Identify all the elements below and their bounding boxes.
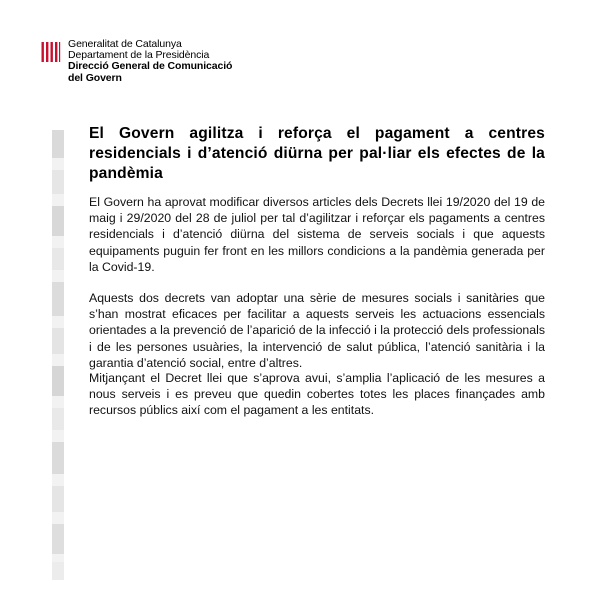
paragraph-1: El Govern ha aprovat modificar diversos articles dels Decrets llei 19/2020 del 19 de maig i 29/2020 del 28 de juliol per tal d’agilitzar i reforçar els pagaments a centres residencials i d’atenció diürna del sistema de serveis socials i que aquests equipaments puguin fer front en les millors condicions a la pandèmia generada per la Covid-19. <box>89 195 545 274</box>
org-line-direccio: Direcció General de Comunicació <box>68 60 233 73</box>
organization-name <box>68 39 232 84</box>
side-decorative-strip <box>52 130 64 580</box>
paragraph-2: Aquests dos decrets van adoptar una sèrie de mesures socials i sanitàries que s’han mostrat eficaces per facilitar a aquests serveis les actuacions essencials orientades a la prevenció de l’aparició de la infecció i la protecció dels professionals i de les persones usuàries, la intervenció de salut pública, l’atenció sanitària i la garantia d’atenció social, entre d’altres. <box>89 291 545 370</box>
generalitat-emblem-icon <box>40 40 61 64</box>
org-line-departament: Departament de la Presidència <box>68 49 210 62</box>
generalitat-logo-block <box>40 39 232 84</box>
paragraph-3: Mitjançant el Decret llei que s’aprova avui, s’amplia l’aplicació de les mesures a nous serveis i es preveu que quedin cobertes totes les places finançades amb recursos públics així com el pagament a les entitats. <box>89 371 545 418</box>
org-line-govern: del Govern <box>68 71 122 84</box>
press-release-headline: El Govern agilitza i reforça el pagament a centres residencials i d’atenció diürna per pal·liar els efectes de la pandèmia <box>89 125 545 182</box>
org-line-generalitat: Generalitat de Catalunya <box>68 38 182 50</box>
